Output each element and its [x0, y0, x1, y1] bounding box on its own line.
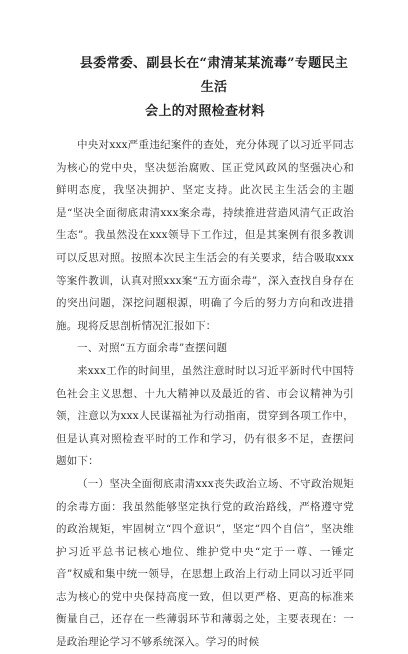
- document-body: [56, 134, 354, 654]
- title-line-2: 会上的对照检查材料: [145, 104, 265, 119]
- document-title: [56, 52, 354, 124]
- title-line-1: 县委常委、副县长在“肃清某某流毒”专题民主生活: [79, 56, 349, 95]
- section-intro-paragraph: 来xxx工作的时间里，虽然注意时时以习近平新时代中国特色社会主义思想、十九大精神以及最近的省、市会议精神为引领，注意以为xxx人民谋福祉为行动指南，贯穿到各项工作中，但是认真对照检查平时的工作和学习，仍有很多不足，查摆问题如下：: [56, 364, 354, 468]
- section-heading: 一、对照“五方面余毒”查摆问题: [77, 342, 228, 355]
- subsection-paragraph: （一）坚决全面彻底肃清xxx丧失政治立场、不守政治规矩的余毒方面：我虽然能够坚定执行党的政治路线，严格遵守党的政治规矩，牢固树立“四个意识”，坚定“四个自信”，坚决维护习近平总书记核心地位、维护党中央“定于一尊、一锤定音”权威和集中统一领导，在思想上政治上行动上同以习近平同志为核心的党中央保持高度一致，但以更严格、更高的标准来衡量自己，还存在一些薄弱环节和薄弱之处，主要表现在：一是政治理论学习不够系统深入。学习的时候: [56, 477, 354, 649]
- intro-paragraph: 中央对xxx严重违纪案件的查处，充分体现了以习近平同志为核心的党中央，坚决惩治腐败、匡正党风政风的坚强决心和鲜明态度，我坚决拥护、坚定支持。此次民主生活会的主题是“坚决全面彻底肃清xxx案余毒，持续推进营造风清气正政治生态”。我虽然没在xxx领导下工作过，但是其案例有很多教训可以反思对照。按照本次民主生活会的有关要求，结合吸取xxx等案件教训，认真对照xxx案“五方面余毒”，深入查找自身存在的突出问题，深挖问题根源，明确了今后的努力方向和改进措施。现将反思剖析情况汇报如下：: [56, 139, 354, 332]
